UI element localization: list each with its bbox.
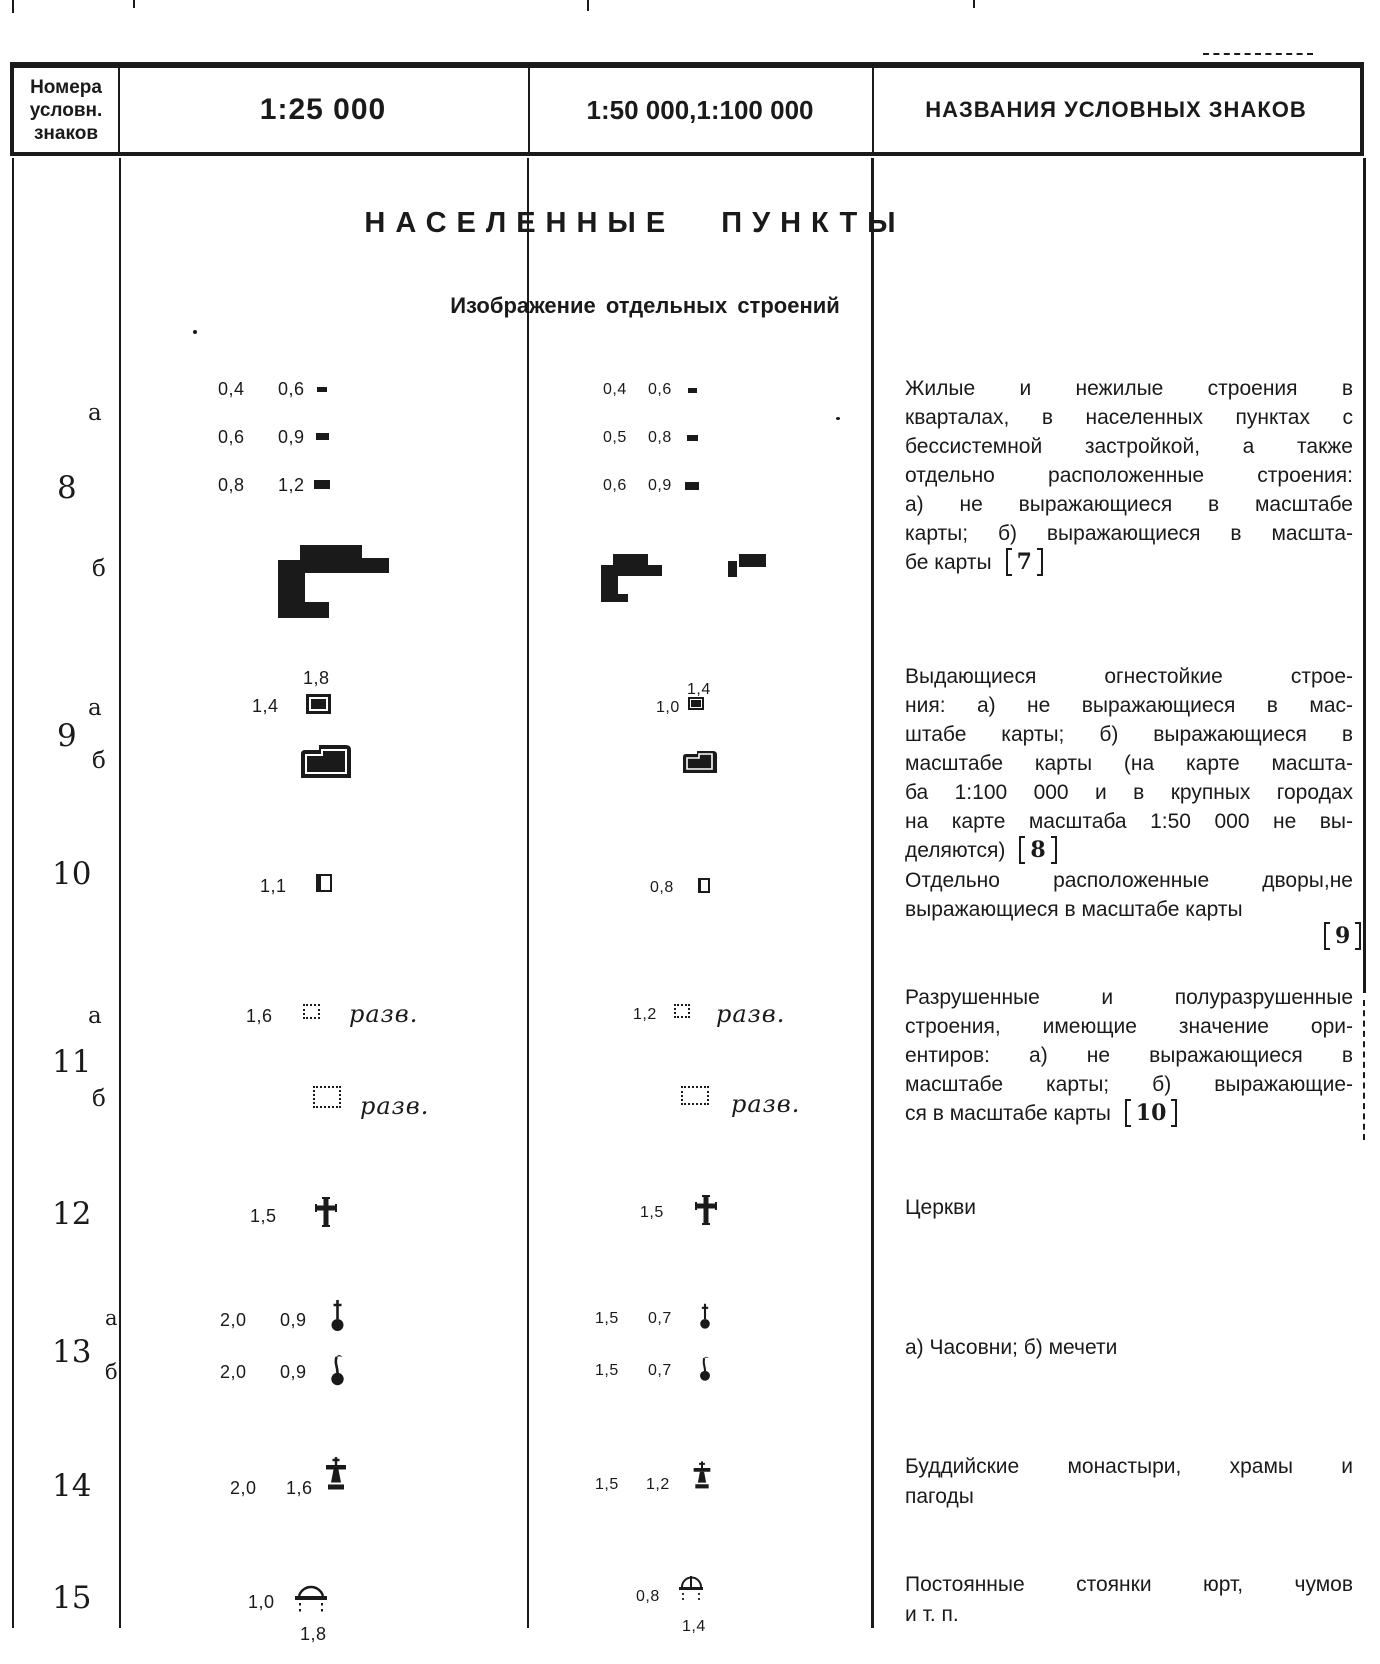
description-line: масштабе карты; б) выражающие- bbox=[905, 1073, 1353, 1096]
building-rect-icon bbox=[317, 387, 327, 392]
row8-25k-dim: 0,4 bbox=[218, 379, 245, 399]
yard-square-icon bbox=[698, 878, 710, 893]
bracket-right bbox=[1051, 836, 1057, 864]
table-border-right-faded bbox=[1363, 1000, 1365, 1140]
row12-25k-dim: 1,5 bbox=[250, 1206, 277, 1226]
row11-25k-dim: 1,6 bbox=[246, 1006, 273, 1026]
yurt-icon bbox=[676, 1574, 706, 1608]
row8-25k-dim: 1,2 bbox=[278, 475, 305, 495]
row14-description bbox=[905, 1452, 1353, 1512]
row8-sub-a: а bbox=[88, 400, 102, 426]
row14-25k-dim: 2,0 bbox=[230, 1478, 257, 1498]
row10-description bbox=[905, 866, 1353, 924]
row12-50k-dim: 1,5 bbox=[640, 1204, 664, 1221]
row13-sub-a: а bbox=[105, 1306, 118, 1330]
row13-50k-dim: 0,7 bbox=[648, 1362, 672, 1379]
building-footprint-icon bbox=[276, 540, 391, 620]
row13-50k-dim: 1,5 bbox=[595, 1362, 619, 1379]
fireproof-building-icon bbox=[306, 694, 331, 714]
description-line: ба 1:100 000 и в крупных городах bbox=[905, 781, 1353, 804]
description-line: бе карты 7 bbox=[905, 548, 1353, 577]
row8-number: 8 bbox=[57, 470, 77, 506]
description-line: строения, имеющие значение ори- bbox=[905, 1015, 1353, 1038]
bracket-left bbox=[1006, 548, 1012, 576]
row15-25k-width-dim: 1,8 bbox=[300, 1624, 327, 1644]
bracket-left bbox=[1324, 922, 1330, 950]
row13-25k-dim: 2,0 bbox=[220, 1310, 247, 1330]
chapel-icon bbox=[330, 1296, 345, 1332]
row8-50k-dim: 0,6 bbox=[603, 477, 627, 494]
pagoda-icon bbox=[692, 1460, 712, 1496]
scan-artifact bbox=[1203, 53, 1313, 55]
reference-number bbox=[1019, 836, 1056, 864]
description-line: Постоянные стоянки юрт, чумов bbox=[905, 1573, 1353, 1596]
mosque-icon bbox=[699, 1352, 711, 1382]
row11-description bbox=[905, 983, 1353, 1128]
building-rect-icon bbox=[316, 433, 329, 440]
row15-50k-dim: 0,8 bbox=[636, 1588, 660, 1605]
reference-value: 10 bbox=[1135, 1100, 1167, 1126]
row8-50k-dim: 0,4 bbox=[603, 381, 627, 398]
row13-25k-dim: 0,9 bbox=[280, 1310, 307, 1330]
row11-sub-b: б bbox=[92, 1086, 106, 1112]
row15-50k-width-dim: 1,4 bbox=[682, 1618, 706, 1635]
row13-description: а) Часовни; б) мечети bbox=[905, 1336, 1118, 1359]
description-line: Буддийские монастыри, храмы и bbox=[905, 1455, 1353, 1478]
description-line: карты; б) выражающиеся в масшта- bbox=[905, 522, 1353, 545]
header-numbers-line3: знаков bbox=[33, 122, 99, 144]
row13-50k-dim: 1,5 bbox=[595, 1310, 619, 1327]
scale-25000-label: 1:25 000 bbox=[259, 93, 387, 126]
row11-sub-a: а bbox=[88, 1003, 102, 1029]
description-line: пагоды bbox=[905, 1485, 974, 1508]
row15-number: 15 bbox=[52, 1580, 92, 1616]
building-rect-icon bbox=[314, 480, 330, 489]
scan-artifact bbox=[12, 0, 14, 13]
row9-25k-dim-top: 1,8 bbox=[303, 668, 330, 688]
row8-50k-dim: 0,5 bbox=[603, 429, 627, 446]
description-line: выражающиеся в масштабе карты bbox=[905, 898, 1243, 921]
row13-25k-dim: 2,0 bbox=[220, 1362, 247, 1382]
header-cell-scale25 bbox=[118, 68, 528, 152]
header-numbers-line1: Номера bbox=[30, 76, 102, 98]
header-numbers-line2: условн. bbox=[29, 99, 103, 121]
description-line: ния: а) не выражающиеся в мас- bbox=[905, 694, 1353, 717]
row8-50k-dim: 0,8 bbox=[648, 429, 672, 446]
header-cell-numbers bbox=[14, 68, 118, 152]
column-divider bbox=[527, 158, 529, 1628]
description-line: и т. п. bbox=[905, 1603, 959, 1626]
row9-sub-a: а bbox=[88, 695, 102, 721]
row10-50k-dim: 0,8 bbox=[650, 879, 674, 896]
description-line: на карте масштаба 1:50 000 не вы- bbox=[905, 810, 1353, 833]
ruins-label: разв. bbox=[716, 1000, 786, 1028]
description-line: а) не выражающиеся в масштабе bbox=[905, 493, 1353, 516]
row14-50k-dim: 1,2 bbox=[646, 1476, 670, 1493]
scan-artifact bbox=[193, 330, 197, 334]
reference-value: 8 bbox=[1030, 837, 1046, 863]
scan-artifact bbox=[836, 417, 840, 420]
bracket-left bbox=[1125, 1099, 1131, 1127]
column-divider bbox=[871, 158, 874, 1628]
description-line: ся в масштабе карты 10 bbox=[905, 1099, 1353, 1128]
header-cell-scale50 bbox=[528, 68, 872, 152]
description-line: ентиров: а) не выражающиеся в bbox=[905, 1044, 1353, 1067]
reference-number bbox=[1006, 548, 1043, 576]
row9-description bbox=[905, 662, 1353, 865]
scan-artifact bbox=[587, 0, 589, 11]
table-border-right bbox=[1363, 158, 1366, 993]
row9-sub-b: б bbox=[92, 748, 106, 774]
row10-number: 10 bbox=[52, 856, 92, 892]
section-subtitle: Изображение отдельных строений bbox=[450, 293, 840, 318]
scan-artifact bbox=[973, 0, 975, 8]
description-line: деляются) 8 bbox=[905, 836, 1353, 865]
row8-50k-dim: 0,6 bbox=[648, 381, 672, 398]
table-border-left bbox=[12, 158, 14, 1628]
description-line: отдельно расположенные строения: bbox=[905, 464, 1353, 487]
row11-number: 11 bbox=[52, 1044, 92, 1080]
church-cross-icon bbox=[313, 1196, 339, 1228]
row13-50k-dim: 0,7 bbox=[648, 1310, 672, 1327]
row12-description: Церкви bbox=[905, 1196, 976, 1219]
ruins-label: разв. bbox=[349, 1000, 419, 1028]
row9-50k-dim-top: 1,4 bbox=[687, 681, 711, 698]
building-rect-icon bbox=[685, 482, 699, 490]
chapel-icon bbox=[699, 1300, 711, 1330]
header-cell-names bbox=[872, 68, 1360, 152]
fireproof-building-outline-icon bbox=[298, 740, 354, 782]
description-line: Жилые и нежилые строения в bbox=[905, 377, 1353, 400]
row8-25k-dim: 0,9 bbox=[278, 427, 305, 447]
mosque-icon bbox=[330, 1350, 345, 1386]
row14-number: 14 bbox=[52, 1468, 92, 1504]
description-line: Разрушенные и полуразрушенные bbox=[905, 986, 1353, 1009]
description-line: кварталах, в населенных пунктах с bbox=[905, 406, 1353, 429]
scale-50000-100000-label: 1:50 000,1:100 000 bbox=[586, 94, 814, 125]
description-line: масштабе карты (на карте масшта- bbox=[905, 752, 1353, 775]
row13-number: 13 bbox=[52, 1334, 92, 1370]
description-line: бессистемной застройкой, а также bbox=[905, 435, 1353, 458]
row15-25k-dim: 1,0 bbox=[248, 1592, 275, 1612]
reference-number bbox=[1125, 1099, 1178, 1127]
row9-number: 9 bbox=[57, 718, 77, 754]
scan-artifact bbox=[133, 0, 135, 8]
bracket-right bbox=[1037, 548, 1043, 576]
yurt-icon bbox=[292, 1580, 330, 1616]
row15-description bbox=[905, 1570, 1353, 1630]
table-header bbox=[10, 62, 1364, 156]
description-line: Отдельно расположенные дворы,не bbox=[905, 869, 1353, 892]
column-divider bbox=[119, 158, 121, 1628]
building-rect-icon bbox=[687, 435, 698, 441]
ruins-dotted-icon bbox=[313, 1086, 341, 1108]
description-line: штабе карты; б) выражающиеся в bbox=[905, 723, 1353, 746]
row8-25k-dim: 0,8 bbox=[218, 475, 245, 495]
church-cross-icon bbox=[693, 1194, 719, 1226]
reference-number bbox=[1324, 922, 1361, 950]
ruins-dotted-icon bbox=[303, 1004, 320, 1019]
ruins-dotted-icon bbox=[674, 1004, 690, 1018]
row10-25k-dim: 1,1 bbox=[260, 876, 287, 896]
building-rect-icon bbox=[688, 388, 697, 393]
row8-25k-dim: 0,6 bbox=[278, 379, 305, 399]
reference-value: 9 bbox=[1335, 923, 1351, 949]
ruins-dotted-icon bbox=[681, 1086, 709, 1105]
row11-50k-dim: 1,2 bbox=[633, 1006, 657, 1023]
sign-names-label: НАЗВАНИЯ УСЛОВНЫХ ЗНАКОВ bbox=[925, 97, 1307, 122]
row14-50k-dim: 1,5 bbox=[595, 1476, 619, 1493]
row9-50k-dim-left: 1,0 bbox=[656, 699, 680, 716]
building-footprint-icon bbox=[596, 549, 678, 603]
section-title: НАСЕЛЕННЫЕ ПУНКТЫ bbox=[364, 207, 906, 239]
row14-25k-dim: 1,6 bbox=[286, 1478, 313, 1498]
pagoda-icon bbox=[324, 1456, 348, 1498]
bracket-right bbox=[1355, 922, 1361, 950]
building-footprint-icon bbox=[725, 552, 770, 578]
row13-sub-b: б bbox=[105, 1360, 118, 1384]
fireproof-building-icon bbox=[688, 697, 704, 710]
bracket-right bbox=[1171, 1099, 1177, 1127]
description-line: Выдающиеся огнестойкие строе- bbox=[905, 665, 1353, 688]
reference-value: 7 bbox=[1016, 549, 1032, 575]
fireproof-building-outline-icon bbox=[681, 748, 719, 776]
row9-25k-dim-left: 1,4 bbox=[252, 696, 279, 716]
ruins-label: разв. bbox=[731, 1090, 801, 1118]
row8-sub-b: б bbox=[92, 556, 106, 582]
row8-25k-dim: 0,6 bbox=[218, 427, 245, 447]
row12-number: 12 bbox=[52, 1196, 92, 1232]
row8-50k-dim: 0,9 bbox=[648, 477, 672, 494]
ruins-label: разв. bbox=[360, 1092, 430, 1120]
bracket-left bbox=[1019, 836, 1025, 864]
row13-25k-dim: 0,9 bbox=[280, 1362, 307, 1382]
row8-description bbox=[905, 374, 1353, 577]
yard-square-icon bbox=[316, 874, 332, 892]
